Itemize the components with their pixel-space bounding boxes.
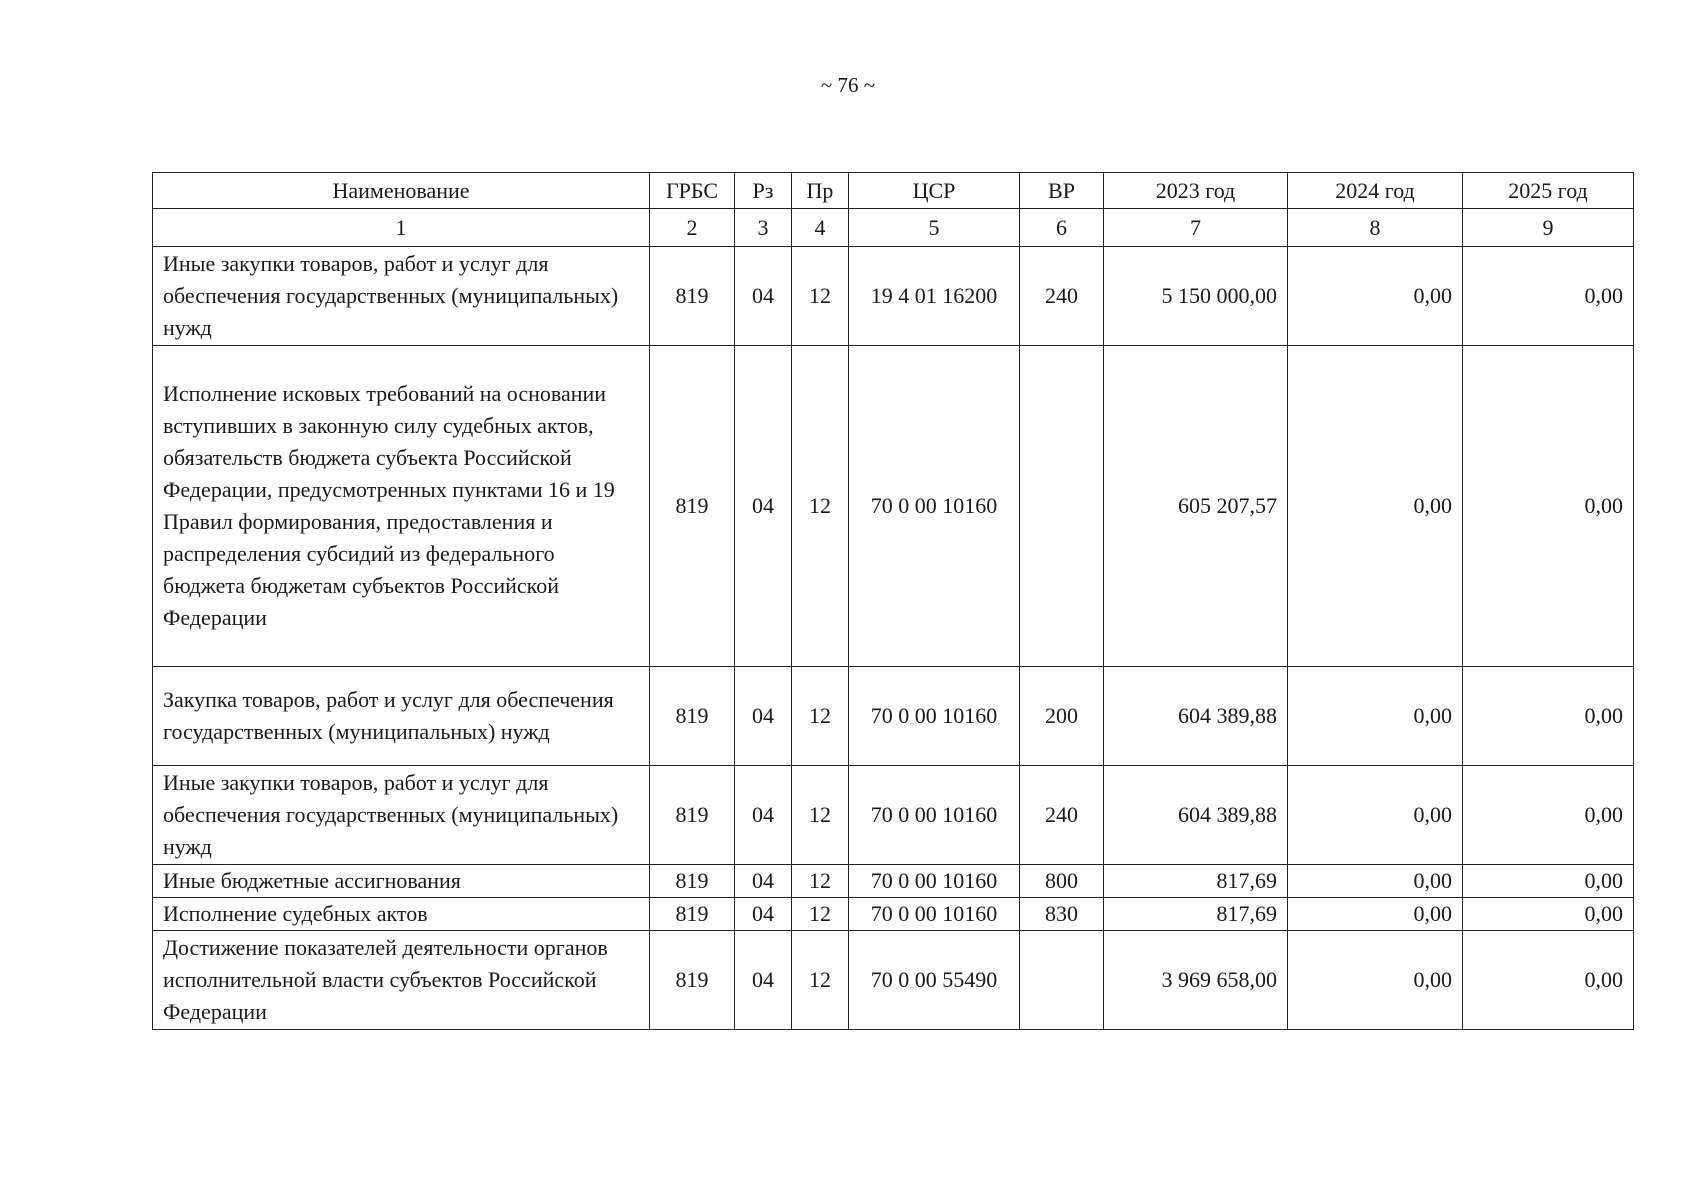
column-number: 8 [1288,209,1463,247]
row-2024: 0,00 [1288,898,1463,931]
row-name: Закупка товаров, работ и услуг для обеспечения государственных (муниципальных) нужд [153,667,650,766]
row-rz: 04 [735,247,792,346]
row-vr: 800 [1020,865,1104,898]
column-number: 2 [650,209,735,247]
row-vr: 240 [1020,247,1104,346]
row-2024: 0,00 [1288,766,1463,865]
row-2024: 0,00 [1288,346,1463,667]
row-rz: 04 [735,931,792,1030]
row-2023: 817,69 [1104,865,1288,898]
page-number: ~ 76 ~ [820,73,876,97]
row-2025: 0,00 [1463,865,1634,898]
row-pr: 12 [792,247,849,346]
table-row [153,931,1634,1030]
row-csr: 70 0 00 10160 [849,766,1020,865]
row-name: Достижение показателей деятельности органов исполнительной власти субъектов Российской Федерации [153,931,650,1030]
row-name: Исполнение исковых требований на основании вступивших в законную силу судебных актов, обязательств бюджета субъекта Российской Федерации, предусмотренных пунктами 16 и 19 Правил формирования, предоставления и распределения субсидий из федерального бюджета бюджетам субъектов Российской Федерации [153,346,650,667]
row-rz: 04 [735,766,792,865]
row-2025: 0,00 [1463,667,1634,766]
row-vr: 200 [1020,667,1104,766]
column-number: 5 [849,209,1020,247]
row-grbs: 819 [650,247,735,346]
row-grbs: 819 [650,667,735,766]
row-2023: 3 969 658,00 [1104,931,1288,1030]
row-2023: 5 150 000,00 [1104,247,1288,346]
row-grbs: 819 [650,766,735,865]
table-row [153,865,1634,898]
row-2024: 0,00 [1288,667,1463,766]
table-row [153,898,1634,931]
row-vr: 240 [1020,766,1104,865]
header-csr: ЦСР [849,173,1020,209]
row-2024: 0,00 [1288,865,1463,898]
header-pr: Пр [792,173,849,209]
row-csr: 70 0 00 10160 [849,346,1020,667]
row-2025: 0,00 [1463,931,1634,1030]
row-2023: 605 207,57 [1104,346,1288,667]
budget-table [152,172,1634,1030]
row-csr: 70 0 00 55490 [849,931,1020,1030]
row-2025: 0,00 [1463,766,1634,865]
row-2024: 0,00 [1288,931,1463,1030]
row-csr: 70 0 00 10160 [849,898,1020,931]
row-2023: 604 389,88 [1104,766,1288,865]
row-csr: 19 4 01 16200 [849,247,1020,346]
row-grbs: 819 [650,346,735,667]
header-grbs: ГРБС [650,173,735,209]
row-pr: 12 [792,667,849,766]
row-vr [1020,346,1104,667]
header-2023: 2023 год [1104,173,1288,209]
row-2024: 0,00 [1288,247,1463,346]
row-vr: 830 [1020,898,1104,931]
row-grbs: 819 [650,931,735,1030]
column-number: 7 [1104,209,1288,247]
column-number: 4 [792,209,849,247]
row-rz: 04 [735,865,792,898]
row-pr: 12 [792,346,849,667]
header-name: Наименование [153,173,650,209]
row-grbs: 819 [650,865,735,898]
table-row [153,346,1634,667]
row-grbs: 819 [650,898,735,931]
row-2025: 0,00 [1463,247,1634,346]
column-number: 9 [1463,209,1634,247]
row-2023: 817,69 [1104,898,1288,931]
column-number-row [153,209,1634,247]
table-row [153,667,1634,766]
row-2025: 0,00 [1463,898,1634,931]
table-row [153,766,1634,865]
row-rz: 04 [735,898,792,931]
column-number: 1 [153,209,650,247]
row-pr: 12 [792,931,849,1030]
row-vr [1020,931,1104,1030]
row-pr: 12 [792,865,849,898]
row-csr: 70 0 00 10160 [849,667,1020,766]
row-name: Иные закупки товаров, работ и услуг для обеспечения государственных (муниципальных) нужд [153,766,650,865]
row-name: Иные бюджетные ассигнования [153,865,650,898]
row-name: Иные закупки товаров, работ и услуг для обеспечения государственных (муниципальных) нужд [153,247,650,346]
header-row [153,173,1634,209]
header-rz: Рз [735,173,792,209]
row-2025: 0,00 [1463,346,1634,667]
header-2025: 2025 год [1463,173,1634,209]
column-number: 3 [735,209,792,247]
row-2023: 604 389,88 [1104,667,1288,766]
column-number: 6 [1020,209,1104,247]
row-pr: 12 [792,766,849,865]
row-rz: 04 [735,667,792,766]
table-row [153,247,1634,346]
row-pr: 12 [792,898,849,931]
row-csr: 70 0 00 10160 [849,865,1020,898]
row-name: Исполнение судебных актов [153,898,650,931]
row-rz: 04 [735,346,792,667]
header-2024: 2024 год [1288,173,1463,209]
header-vr: ВР [1020,173,1104,209]
